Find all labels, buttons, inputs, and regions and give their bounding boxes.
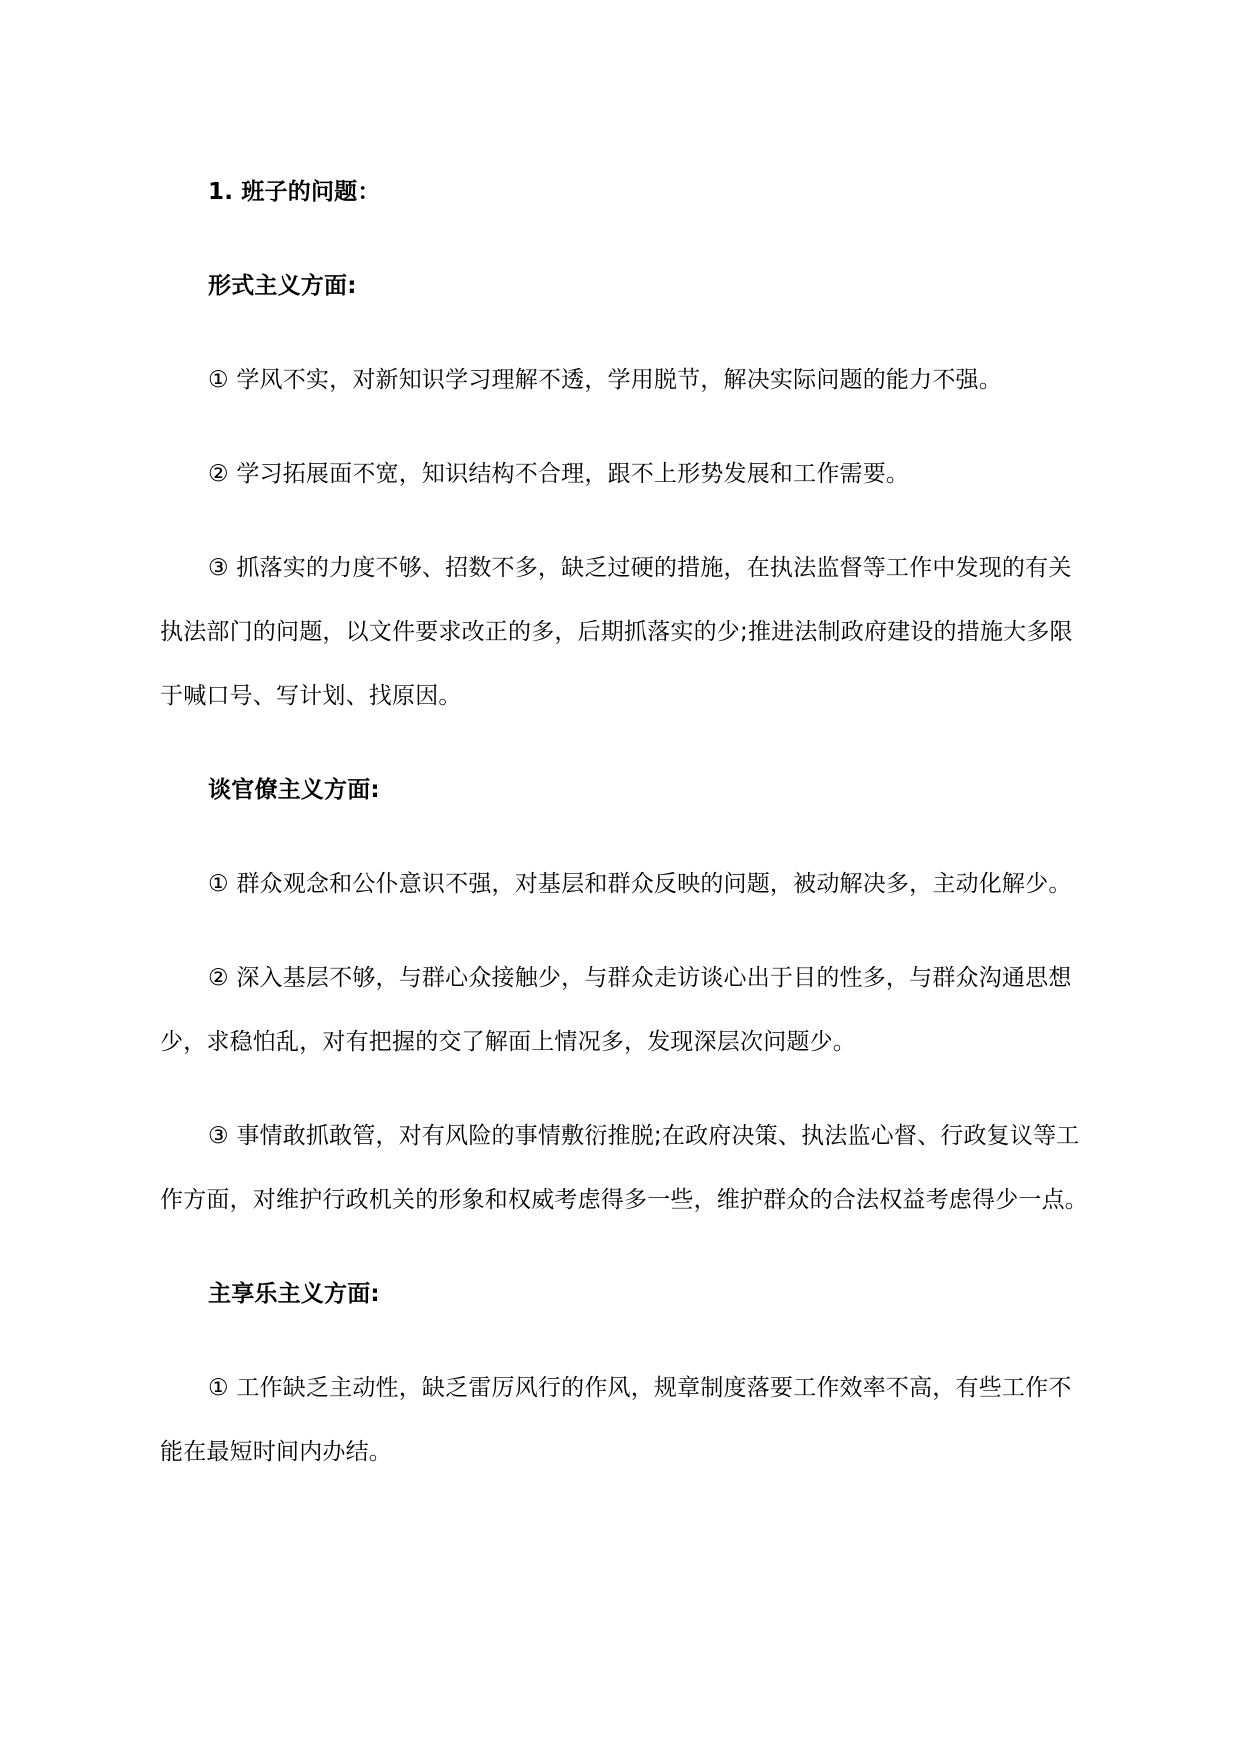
bureaucratism-item-3: ③ 事情敢抓敢管，对有风险的事情敷衍推脱;在政府决策、执法监心督、行政复议等工作方面，对维护行政机关的形象和权威考虑得多一些，维护群众的合法权益考虑得少一点。	[160, 1123, 1088, 1213]
bureaucratism-item-2: ② 深入基层不够，与群心众接触少，与群众走访谈心出于目的性多，与群众沟通思想少，求稳怕乱，对有把握的交了解面上情况多，发现深层次问题少。	[160, 965, 1072, 1055]
formalism-item-2: ② 学习拓展面不宽，知识结构不合理，跟不上形势发展和工作需要。	[208, 461, 910, 487]
document-content	[160, 160, 1090, 1484]
formalism-item-3: ③ 抓落实的力度不够、招数不多，缺乏过硬的措施，在执法监督等工作中发现的有关执法部门的问题，以文件要求改正的多，后期抓落实的少;推进法制政府建设的措施大多限于喊口号、写计划、找原因。	[160, 555, 1073, 709]
bureaucratism-item-1: ① 群众观念和公仆意识不强，对基层和群众反映的问题，被动解决多，主动化解少。	[208, 871, 1072, 897]
hedonism-item-1: ① 工作缺乏主动性，缺乏雷厉风行的作风，规章制度落要工作效率不高，有些工作不能在最短时间内办结。	[160, 1375, 1072, 1465]
formalism-heading: 形式主义方面:	[208, 273, 357, 299]
formalism-item-1: ① 学风不实，对新知识学习理解不透，学用脱节，解决实际问题的能力不强。	[208, 367, 1002, 393]
hedonism-heading: 主享乐主义方面:	[208, 1281, 380, 1307]
section-title: 1. 班子的问题：	[208, 179, 381, 205]
bureaucratism-heading: 谈官僚主义方面:	[208, 777, 380, 803]
